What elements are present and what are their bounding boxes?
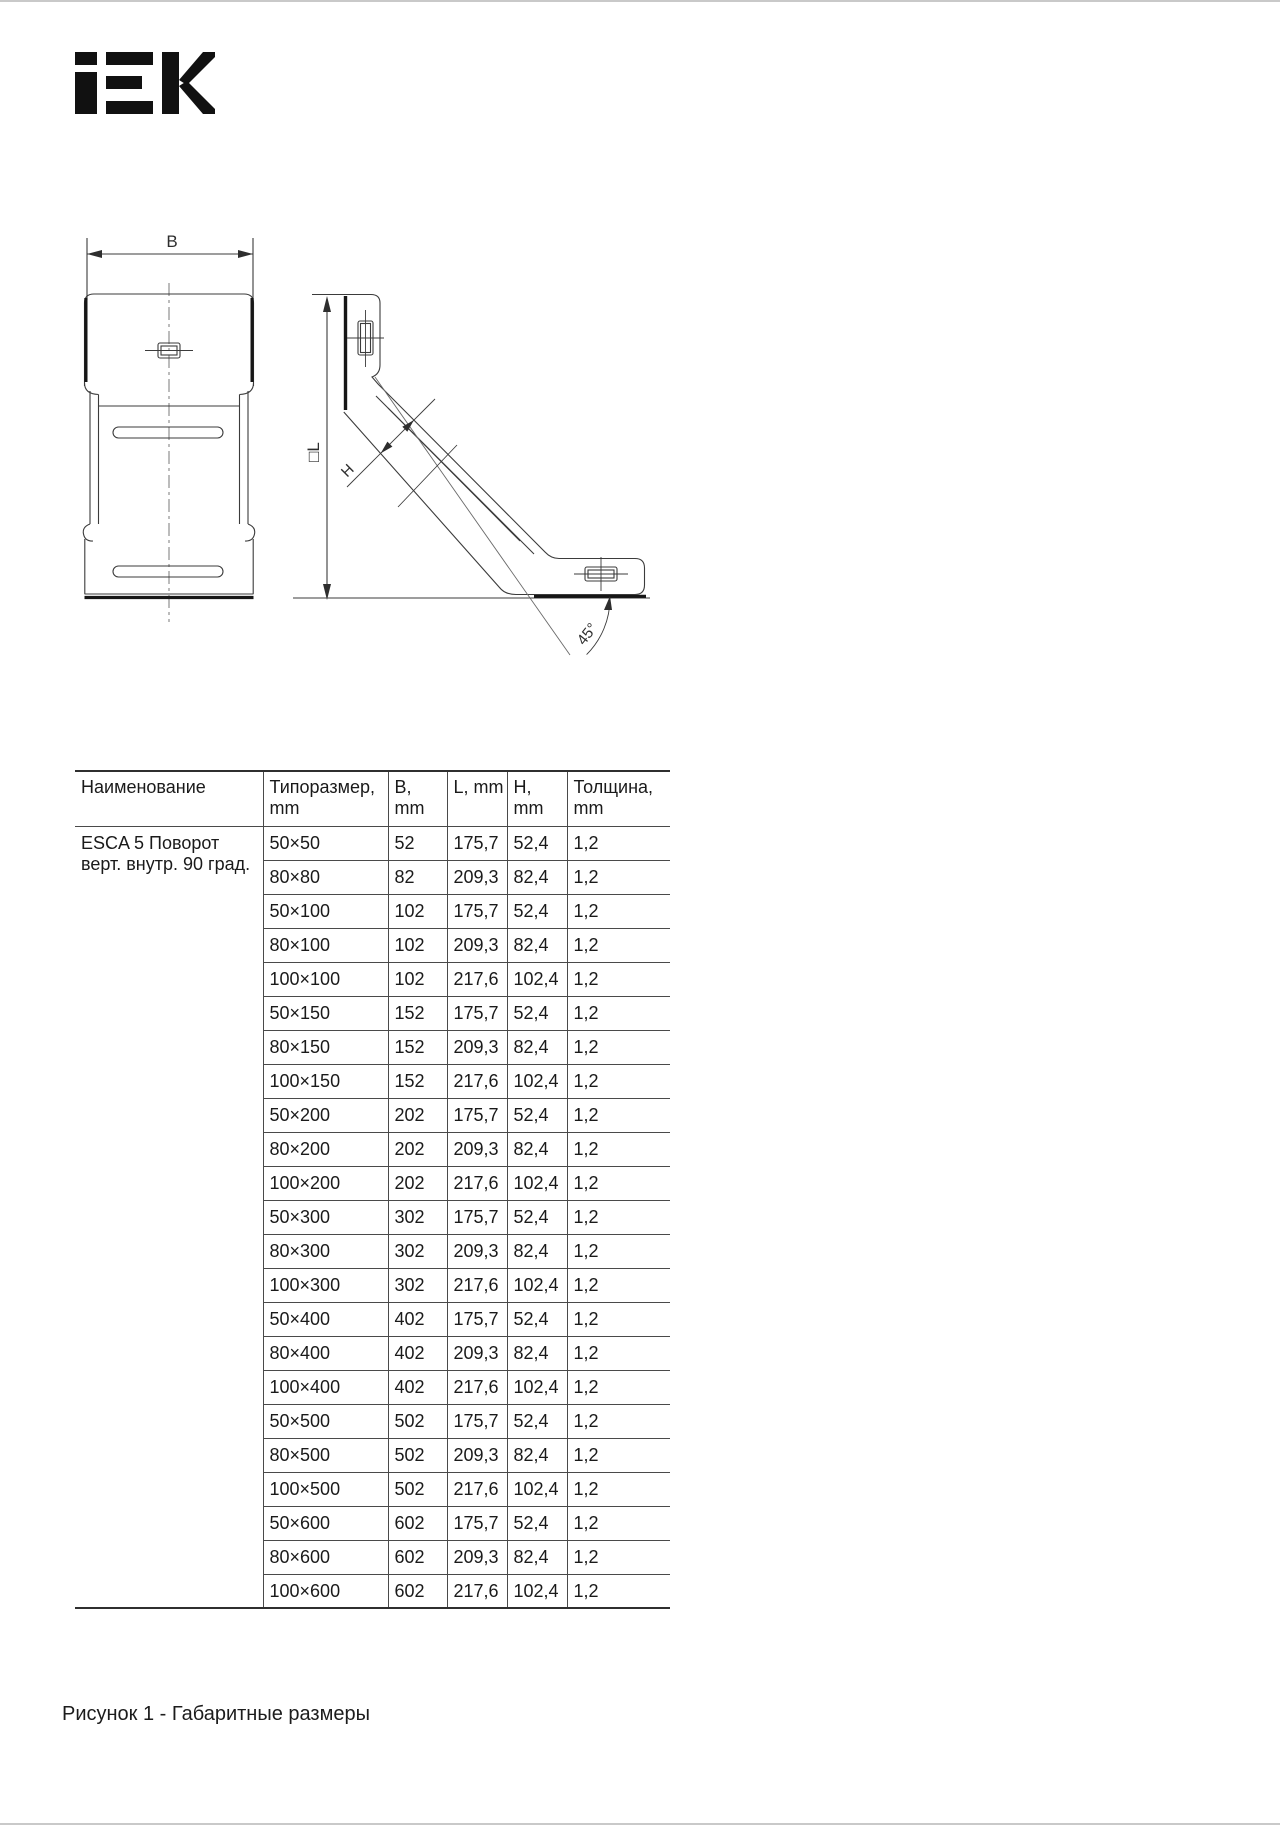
size-cell: 100×100 [263, 962, 388, 996]
front-left-rail [90, 391, 99, 524]
h-value-cell: 82,4 [507, 1336, 567, 1370]
h-value-cell: 82,4 [507, 1132, 567, 1166]
thickness-cell: 1,2 [567, 1336, 670, 1370]
l-value-cell: 217,6 [447, 962, 507, 996]
thickness-cell: 1,2 [567, 1472, 670, 1506]
front-oval-slot-lower [113, 566, 223, 577]
logo-e-mid [106, 76, 142, 89]
h-value-cell: 82,4 [507, 1540, 567, 1574]
size-cell: 50×400 [263, 1302, 388, 1336]
l-value-cell: 217,6 [447, 1166, 507, 1200]
h-value-cell: 52,4 [507, 894, 567, 928]
size-cell: 50×300 [263, 1200, 388, 1234]
h-value-cell: 102,4 [507, 1166, 567, 1200]
dim-label-l: □L [304, 442, 323, 462]
h-second-tick-line [398, 445, 457, 507]
thickness-cell: 1,2 [567, 1370, 670, 1404]
side-channel-centerline [375, 377, 570, 655]
header-h: H, mm [507, 771, 567, 826]
h-value-cell: 82,4 [507, 928, 567, 962]
thickness-cell: 1,2 [567, 1268, 670, 1302]
h-value-cell: 52,4 [507, 1404, 567, 1438]
thickness-cell: 1,2 [567, 1064, 670, 1098]
l-value-cell: 209,3 [447, 1132, 507, 1166]
h-value-cell: 102,4 [507, 962, 567, 996]
b-value-cell: 402 [388, 1336, 447, 1370]
l-value-cell: 175,7 [447, 1302, 507, 1336]
technical-drawing [50, 190, 670, 660]
b-value-cell: 202 [388, 1098, 447, 1132]
angle-label: 45° [573, 620, 602, 649]
thickness-cell: 1,2 [567, 996, 670, 1030]
thickness-cell: 1,2 [567, 1540, 670, 1574]
size-cell: 80×80 [263, 860, 388, 894]
b-value-cell: 82 [388, 860, 447, 894]
h-value-cell: 82,4 [507, 860, 567, 894]
b-arrow-left [87, 250, 102, 258]
b-value-cell: 152 [388, 996, 447, 1030]
l-value-cell: 209,3 [447, 928, 507, 962]
l-value-cell: 217,6 [447, 1268, 507, 1302]
b-arrow-right [238, 250, 253, 258]
b-value-cell: 402 [388, 1370, 447, 1404]
size-cell: 80×600 [263, 1540, 388, 1574]
size-cell: 80×100 [263, 928, 388, 962]
thickness-cell: 1,2 [567, 1030, 670, 1064]
b-value-cell: 302 [388, 1200, 447, 1234]
l-value-cell: 209,3 [447, 1438, 507, 1472]
b-value-cell: 102 [388, 894, 447, 928]
logo-e-top [106, 52, 153, 65]
size-cell: 100×500 [263, 1472, 388, 1506]
l-value-cell: 209,3 [447, 1540, 507, 1574]
table-header-row [75, 771, 670, 826]
side-foot-slot-centerlines [574, 557, 628, 591]
size-cell: 100×400 [263, 1370, 388, 1404]
h-value-cell: 82,4 [507, 1234, 567, 1268]
b-value-cell: 502 [388, 1404, 447, 1438]
dim-label-h: H [337, 460, 358, 481]
l-value-cell: 175,7 [447, 1506, 507, 1540]
size-cell: 100×600 [263, 1574, 388, 1608]
h-value-cell: 102,4 [507, 1064, 567, 1098]
l-value-cell: 175,7 [447, 1200, 507, 1234]
header-name: Наименование [75, 771, 263, 826]
size-cell: 50×50 [263, 826, 388, 860]
header-b: B, mm [388, 771, 447, 826]
logo-k-bar [162, 52, 179, 114]
size-cell: 80×200 [263, 1132, 388, 1166]
header-size: Типоразмер, mm [263, 771, 388, 826]
b-value-cell: 152 [388, 1030, 447, 1064]
front-right-rail [240, 391, 249, 524]
thickness-cell: 1,2 [567, 962, 670, 996]
h-value-cell: 102,4 [507, 1472, 567, 1506]
thickness-cell: 1,2 [567, 894, 670, 928]
h-value-cell: 52,4 [507, 996, 567, 1030]
thickness-cell: 1,2 [567, 1302, 670, 1336]
l-value-cell: 175,7 [447, 894, 507, 928]
b-value-cell: 602 [388, 1506, 447, 1540]
thickness-cell: 1,2 [567, 1404, 670, 1438]
logo-k-lower-diagonal [179, 81, 215, 114]
h-value-cell: 102,4 [507, 1268, 567, 1302]
size-cell: 50×600 [263, 1506, 388, 1540]
b-value-cell: 302 [388, 1234, 447, 1268]
size-cell: 50×200 [263, 1098, 388, 1132]
thickness-cell: 1,2 [567, 1234, 670, 1268]
b-value-cell: 302 [388, 1268, 447, 1302]
l-arrow-top [323, 296, 331, 312]
thickness-cell: 1,2 [567, 1098, 670, 1132]
side-tab-slot-centerlines [347, 310, 384, 367]
thickness-cell: 1,2 [567, 1132, 670, 1166]
l-value-cell: 175,7 [447, 1404, 507, 1438]
size-cell: 80×300 [263, 1234, 388, 1268]
b-value-cell: 202 [388, 1166, 447, 1200]
size-cell: 100×200 [263, 1166, 388, 1200]
b-value-cell: 52 [388, 826, 447, 860]
page-bottom-edge [0, 1823, 1280, 1825]
l-value-cell: 175,7 [447, 1098, 507, 1132]
b-value-cell: 402 [388, 1302, 447, 1336]
thickness-cell: 1,2 [567, 1166, 670, 1200]
product-name-cell: ESCA 5 Поворот верт. внутр. 90 град. [81, 832, 251, 874]
b-value-cell: 102 [388, 928, 447, 962]
logo-i-dot [75, 52, 97, 65]
l-value-cell: 209,3 [447, 1030, 507, 1064]
front-view [83, 232, 254, 622]
figure-caption: Рисунок 1 - Габаритные размеры [62, 1703, 370, 1725]
size-table-body [75, 826, 670, 1608]
thickness-cell: 1,2 [567, 1574, 670, 1608]
side-view [293, 295, 650, 656]
thickness-cell: 1,2 [567, 860, 670, 894]
h-value-cell: 102,4 [507, 1574, 567, 1608]
l-value-cell: 217,6 [447, 1472, 507, 1506]
b-value-cell: 502 [388, 1472, 447, 1506]
l-value-cell: 175,7 [447, 996, 507, 1030]
logo-e-bottom [106, 101, 153, 114]
front-oval-slot-upper [113, 427, 223, 438]
l-value-cell: 217,6 [447, 1574, 507, 1608]
size-cell: 50×150 [263, 996, 388, 1030]
thickness-cell: 1,2 [567, 928, 670, 962]
h-value-cell: 52,4 [507, 1302, 567, 1336]
iek-logo [75, 52, 215, 114]
dim-label-b: B [166, 232, 178, 251]
l-value-cell: 217,6 [447, 1370, 507, 1404]
l-value-cell: 217,6 [447, 1064, 507, 1098]
dimensions-table [75, 770, 670, 1609]
thickness-cell: 1,2 [567, 1438, 670, 1472]
thickness-cell: 1,2 [567, 1200, 670, 1234]
front-left-curl [85, 383, 99, 395]
logo-k-upper-diagonal [179, 52, 215, 85]
l-value-cell: 209,3 [447, 1336, 507, 1370]
size-cell: 100×300 [263, 1268, 388, 1302]
h-value-cell: 52,4 [507, 1200, 567, 1234]
l-value-cell: 175,7 [447, 826, 507, 860]
size-cell: 80×400 [263, 1336, 388, 1370]
l-value-cell: 209,3 [447, 1234, 507, 1268]
thickness-cell: 1,2 [567, 826, 670, 860]
h-value-cell: 52,4 [507, 1098, 567, 1132]
size-cell: 100×150 [263, 1064, 388, 1098]
b-value-cell: 152 [388, 1064, 447, 1098]
front-right-hook [245, 524, 255, 541]
b-value-cell: 602 [388, 1574, 447, 1608]
front-right-curl [240, 383, 254, 395]
b-value-cell: 102 [388, 962, 447, 996]
thickness-cell: 1,2 [567, 1506, 670, 1540]
header-thickness: Толщина, mm [567, 771, 670, 826]
b-value-cell: 502 [388, 1438, 447, 1472]
size-cell: 80×500 [263, 1438, 388, 1472]
header-l: L, mm [447, 771, 507, 826]
front-left-hook [83, 524, 93, 541]
b-value-cell: 602 [388, 1540, 447, 1574]
size-cell: 50×100 [263, 894, 388, 928]
h-value-cell: 52,4 [507, 1506, 567, 1540]
h-value-cell: 82,4 [507, 1030, 567, 1064]
logo-i-bar [75, 72, 97, 114]
l-value-cell: 209,3 [447, 860, 507, 894]
size-cell: 80×150 [263, 1030, 388, 1064]
b-value-cell: 202 [388, 1132, 447, 1166]
h-value-cell: 52,4 [507, 826, 567, 860]
page-top-edge [0, 0, 1280, 2]
size-cell: 50×500 [263, 1404, 388, 1438]
h-value-cell: 82,4 [507, 1438, 567, 1472]
table-row [75, 826, 670, 860]
h-value-cell: 102,4 [507, 1370, 567, 1404]
